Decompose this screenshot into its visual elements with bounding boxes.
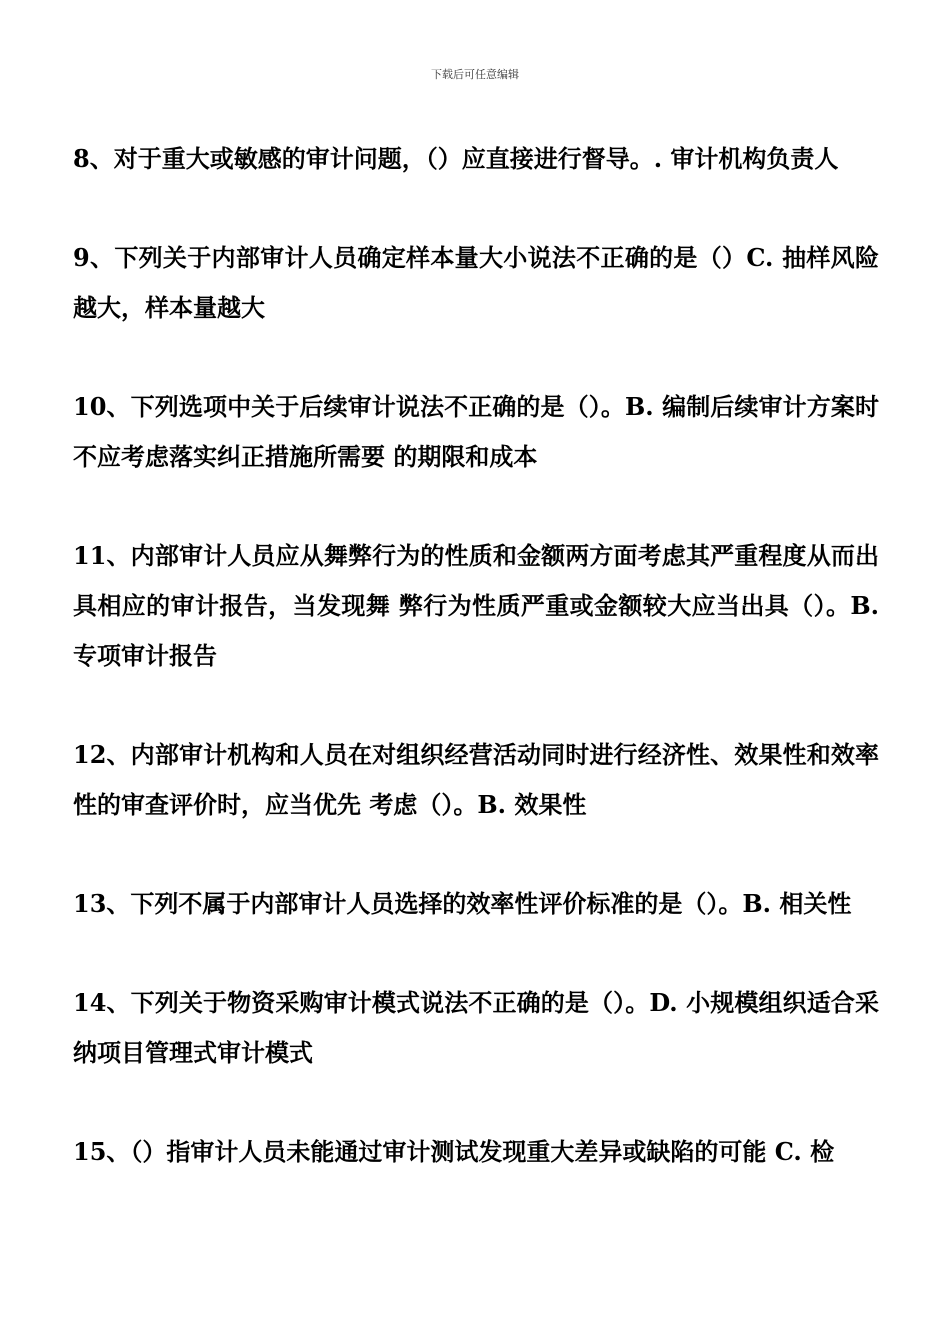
question-9: 9、下列关于内部审计人员确定样本量大小说法不正确的是（）C. 抽样风险越大，样本量越大: [73, 243, 879, 322]
question-13: 13、下列不属于内部审计人员选择的效率性评价标准的是（）。B. 相关性: [73, 889, 852, 918]
question-15: 15、（）指审计人员未能通过审计测试发现重大差异或缺陷的可能 C. 检: [73, 1137, 835, 1166]
question-8: 8、对于重大或敏感的审计问题，（）应直接进行督导。. 审计机构负责人: [73, 144, 839, 173]
question-10: 10、下列选项中关于后续审计说法不正确的是（）。B. 编制后续审计方案时不应考虑落实纠正措施所需要 的期限和成本: [73, 392, 879, 471]
question-11: 11、内部审计人员应从舞弊行为的性质和金额两方面考虑其严重程度从而出具相应的审计报告，当发现舞 弊行为性质严重或金额较大应当出具（）。B. 专项审计报告: [73, 541, 879, 670]
question-14: 14、下列关于物资采购审计模式说法不正确的是（）。D. 小规模组织适合采纳项目管理式审计模式: [73, 988, 879, 1067]
question-list: [73, 134, 879, 1226]
question-12: 12、内部审计机构和人员在对组织经营活动同时进行经济性、效果性和效率性的审查评价时，应当优先 考虑（）。B. 效果性: [73, 740, 879, 819]
header-note: 下载后可任意编辑: [431, 68, 519, 81]
